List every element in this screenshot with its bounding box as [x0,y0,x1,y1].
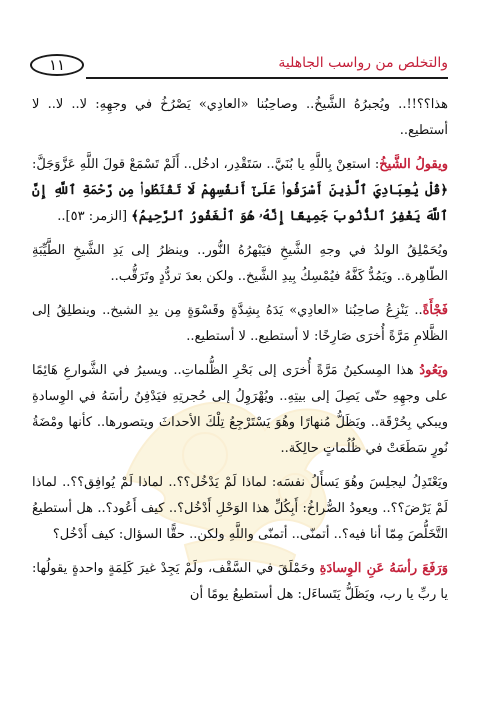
text-run: ويَعْتَدِلُ ليجلِسَ وهُوَ يَسأَلُ نفسَه: لماذا لَمْ يَدْخُل؟؟.. لماذا لَمْ يُوافِق؟؟.. لماذا لَمْ يَرْضَ؟؟.. ويعودُ الصُّراخُ: أَبِكُلِّ هذا الوَحْلِ أَدْخُل؟.. كيف أَعُود؟.. هل أستطيعُ التَّخَلُّصَ مِمّا أنا فيه؟.. أتمنّى.. أتمنّى واللَّهِ ولكن.. حقًّا السؤال: كيف أَدْخُل؟ [32,475,448,542]
highlighted-phrase: ويقولُ الشَّيخُ [379,157,448,172]
text-run: هذا؟؟!!.. ويُجبرُهُ الشَّيخُ.. وصاحِبُنا «العادِي» يَصْرُخُ في وجهِهِ: لا.. لا.. لا أستطيع.. [32,97,448,138]
header-divider [86,77,448,79]
text-run: وحَمْلَقَ في السَّقْف، ولَمْ يَجِدْ غيرَ كَلِمَةٍ واحدةٍ يقولُها: يا ربِّ يا رب، ويَظَلُّ يَتَساءَل: هل أستطيعُ يومًا أن [32,561,448,602]
book-page-body [32,92,448,616]
page-header [30,54,448,80]
paragraph [32,470,448,548]
quran-verse: ﴿قُلْ يَٰعِبَادِيَ ٱلَّذِينَ أَسْرَفُوا۟ عَلَىٰٓ أَنفُسِهِمْ لَا تَقْنَطُوا۟ مِن رَّحْمَةِ ٱللَّهِ إِنَّ ٱللَّهَ يَغْفِرُ ٱلذُّنُوبَ جَمِيعًا إِنَّهُۥ هُوَ ٱلْغَفُورُ ٱلرَّحِيمُ﴾ [32,183,448,224]
highlighted-phrase: ويَعُودُ [419,363,448,378]
page-number: ١١ [30,54,84,76]
highlighted-phrase: فَجْأَةً [422,303,448,318]
paragraph [32,358,448,462]
paragraph [32,238,448,290]
paragraph [32,152,448,230]
text-run: [الزمر: ٥٣].. [57,209,132,224]
highlighted-phrase: وَرَفَعَ رأسَهُ عَنِ الوِسادَةِ [319,561,448,576]
paragraph [32,556,448,608]
text-run: ويُحَمْلِقُ الولدُ في وجهِ الشَّيخِ فيَبْهرُهُ النُّور.. وينظرُ إلى يَدِ الشَّيخِ الطَّيِّبَةِ الطّاهِرة.. ويَمُدُّ كَفَّهُ فيُمْسِكُ بِيدِ الشَّيخ.. ولكن بعدَ تردُّدٍ وتَرَقُّب.. [32,243,448,284]
paragraph [32,298,448,350]
text-run: .. يَنْزِعُ صاحِبُنا «العادِي» يَدَهُ بِشِدَّةٍ وقَسْوَةٍ مِن يدِ الشيخ.. وينطلِقُ إلى الظَّلامِ مَرَّةً أُخرَى صَارِخًا: لا أستطيع.. لا أستطيع.. [32,303,448,344]
text-run: هذا المِسكينُ مَرَّةً أُخرَى إلى بَحْرِ الظُّلماتِ.. ويسيرُ في الشَّوارعِ هَائِمًا على وجهِهِ حتّى يَصِلَ إلى بيتِهِ.. ويُهْرَوِلُ إلى حُجرتِهِ فيَدْفِنُ رأسَهُ في الوِسادةِ ويبكي بِحُرْقَة.. ويَظَلُّ مُنهارًا وهُوَ يَسْتَرْجِعُ تِلْكَ الأحداثَ ويتصورها.. كأنها ومْضَةُ نُورٍ سَطَعَتْ في ظُلُماتٍ حالِكَة.. [32,363,448,456]
text-run: : استعِنْ بِاللَّهِ يا بُنَيَّ.. سَتَقْدِر، ادخُل.. أَلَمْ تَسْمَعْ قولَ اللَّهِ عَزَّوَجَلَّ: [32,157,380,172]
running-title: والتخلص من رواسب الجاهلية [278,55,448,71]
paragraph [32,92,448,144]
